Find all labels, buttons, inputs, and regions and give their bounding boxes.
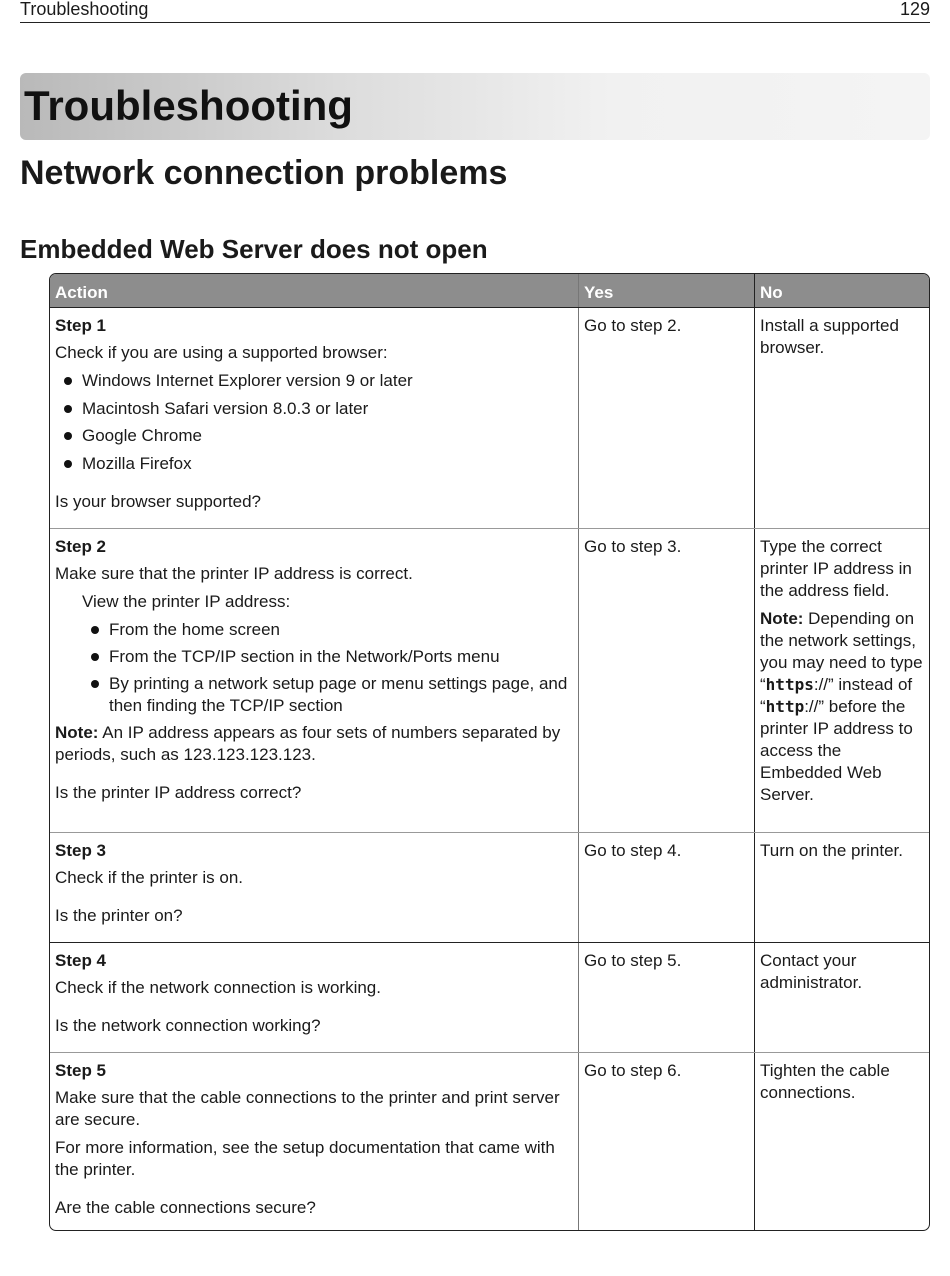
- code-http: http: [765, 697, 805, 716]
- table-row: [50, 942, 929, 1052]
- list-item: Google Chrome: [55, 425, 573, 447]
- note-label: Note:: [760, 609, 804, 628]
- list-item: Windows Internet Explorer version 9 or later: [55, 370, 573, 392]
- list-item: Mozilla Firefox: [55, 453, 573, 475]
- no-cell: Contact your administrator.: [754, 943, 928, 1052]
- note-text: ://” before the printer IP address to access the Embedded Web Server.: [760, 697, 913, 804]
- table-row: [50, 1052, 929, 1230]
- step-instruction: Check if you are using a supported browser:: [55, 343, 388, 362]
- indented-block: [55, 591, 573, 717]
- troubleshooting-table: [49, 273, 930, 1231]
- yes-cell: Go to step 2.: [578, 308, 754, 528]
- step-title: Step 4: [55, 951, 107, 970]
- step-instruction: Check if the network connection is working.: [55, 978, 381, 997]
- list-item: From the home screen: [82, 619, 573, 641]
- step-question: Is the network connection working?: [55, 1016, 321, 1035]
- no-cell: Install a supported browser.: [754, 308, 928, 528]
- note: [760, 608, 924, 806]
- subsection-title: Embedded Web Server does not open: [20, 234, 488, 264]
- chapter-banner: [20, 73, 930, 140]
- yes-cell: Go to step 6.: [578, 1053, 754, 1230]
- chapter-title: Troubleshooting: [24, 82, 353, 129]
- list-item: From the TCP/IP section in the Network/Ports menu: [82, 646, 573, 668]
- column-header-no: No: [754, 274, 928, 307]
- bullet-list: [55, 370, 573, 475]
- list-item: By printing a network setup page or menu settings page, and then finding the TCP/IP section: [82, 673, 573, 717]
- code-https: https: [765, 675, 814, 694]
- column-header-action: Action: [55, 283, 108, 302]
- step-title: Step 1: [55, 316, 107, 335]
- action-cell: [50, 529, 578, 832]
- step-instruction: Make sure that the cable connections to the printer and print server are secure.: [55, 1088, 560, 1129]
- table-header-row: [50, 274, 929, 307]
- action-cell: [50, 833, 578, 942]
- action-cell: [50, 943, 578, 1052]
- running-header-title: Troubleshooting: [20, 0, 149, 19]
- no-instruction: Type the correct printer IP address in the address field.: [760, 537, 912, 600]
- yes-cell: Go to step 4.: [578, 833, 754, 942]
- step-instruction: Make sure that the printer IP address is correct.: [55, 564, 413, 583]
- step-question: Are the cable connections secure?: [55, 1198, 316, 1217]
- action-cell: [50, 308, 578, 528]
- section-title: Network connection problems: [20, 154, 508, 192]
- note-text: ://” instead of “: [760, 675, 913, 716]
- step-instruction: Check if the printer is on.: [55, 868, 244, 887]
- table-row: [50, 528, 929, 832]
- yes-cell: Go to step 3.: [578, 529, 754, 832]
- bullet-list: [82, 619, 573, 717]
- column-header-yes: Yes: [578, 274, 754, 307]
- no-cell: [754, 529, 928, 832]
- step-question: Is the printer IP address correct?: [55, 783, 302, 802]
- note: [55, 722, 573, 766]
- running-header: [20, 0, 930, 23]
- step-instruction: For more information, see the setup documentation that came with the printer.: [55, 1138, 555, 1179]
- step-title: Step 5: [55, 1061, 107, 1080]
- step-title: Step 3: [55, 841, 107, 860]
- page-number: 129: [899, 0, 930, 19]
- no-cell: Turn on the printer.: [754, 833, 928, 942]
- list-item: Macintosh Safari version 8.0.3 or later: [55, 398, 573, 420]
- sub-instruction: View the printer IP address:: [82, 592, 291, 611]
- step-title: Step 2: [55, 537, 107, 556]
- no-cell: Tighten the cable connections.: [754, 1053, 928, 1230]
- step-question: Is your browser supported?: [55, 491, 261, 511]
- step-question: Is the printer on?: [55, 906, 183, 925]
- note-label: Note:: [55, 723, 99, 742]
- yes-cell: Go to step 5.: [578, 943, 754, 1052]
- table-row: [50, 307, 929, 528]
- note-text: Depending on the network settings, you may need to type “: [760, 609, 923, 694]
- table-row: [50, 832, 929, 942]
- note-text: An IP address appears as four sets of numbers separated by periods, such as 123.123.123.123.: [55, 723, 561, 764]
- action-cell: [50, 1053, 578, 1230]
